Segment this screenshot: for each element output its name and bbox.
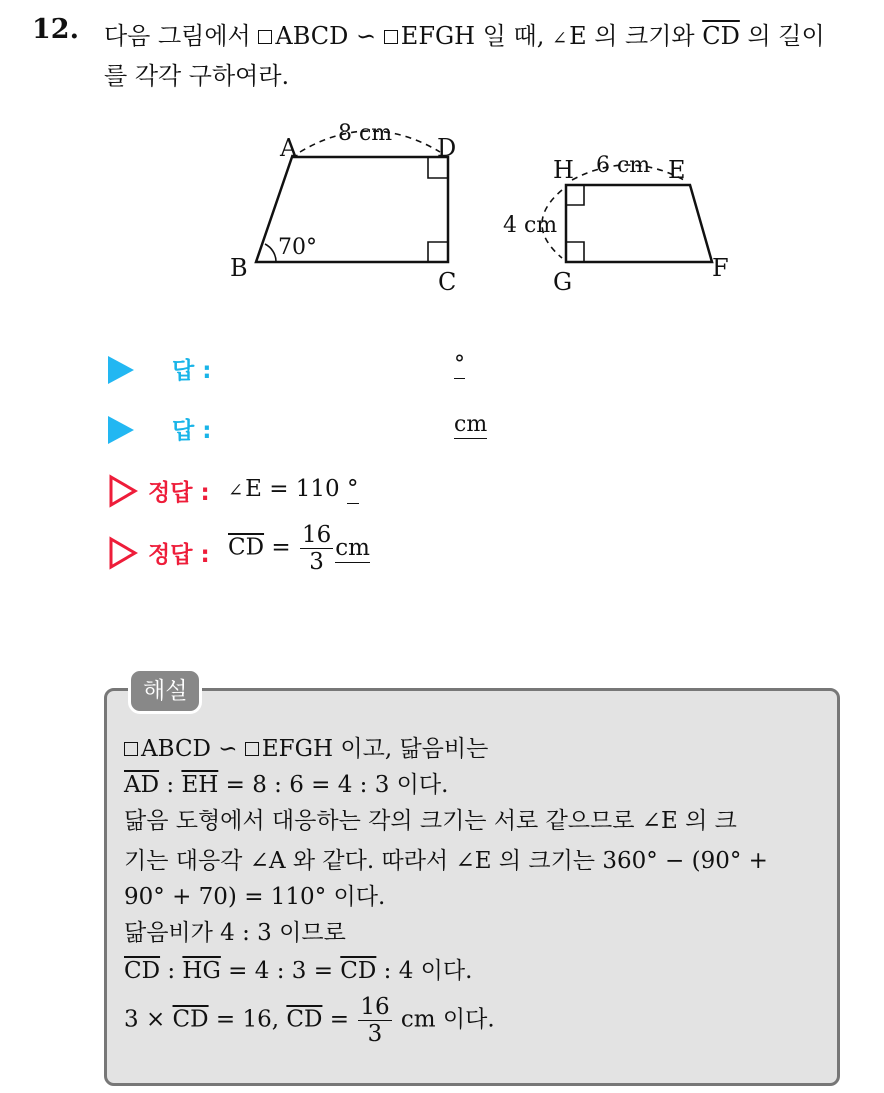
segment-cd: $\overline{CD}$ [172,1006,209,1033]
segment-cd: $\overline{CD}$ [228,534,265,561]
ratio-sign: : [160,958,183,984]
angle-icon: ∠ [228,480,244,501]
answer-label: 답 : [172,358,212,384]
fraction-denominator: 3 [309,549,324,575]
correct-answer-label: 정답 : [148,542,210,568]
question-text-mid2: 의 크기와 [586,22,703,50]
triangle-marker-icon [108,416,134,444]
answer-unit: cm [454,412,488,437]
equation: = [264,534,298,561]
correct-answer-label: 정답 : [148,480,210,506]
right-angle-mark-g [566,242,584,262]
angle-e: E [569,22,587,50]
solution-line-7 [124,952,472,985]
question-text-start: 다음 그림에서 [104,22,259,50]
right-angle-mark-c [428,242,448,262]
answer-unit: ° [454,352,465,377]
vertex-label-a: A [280,134,298,162]
segment-ad: $\overline{AD}$ [124,772,160,798]
similar-sign: ∽ [356,22,377,50]
fraction-numerator: 16 [360,994,390,1020]
length-label-ad: 8 cm [338,121,393,146]
solution-line-8 [124,994,495,1047]
correct-answer-value [228,522,370,575]
var-e: E [245,476,262,502]
vertex-label-g: G [553,268,573,296]
vertex-label-d: D [437,134,457,162]
segment-cd: $\overline{CD}$ [340,958,377,984]
solution-line-6: 닮음비가 4 : 3 이므로 [124,920,346,946]
quadrilateral-symbol [245,742,259,756]
segment-eh: $\overline{EH}$ [181,772,219,798]
answer-label: 답 : [172,418,212,444]
answer-row-1 [108,352,528,392]
question-number: 12. [32,14,79,45]
solution-text: 이고, 닮음비는 [333,736,489,762]
length-label-he: 6 cm [596,153,651,178]
vertex-label-h: H [553,156,574,184]
similar-sign: ∽ [218,736,238,762]
correct-answer-value [228,476,359,502]
angle-label-b: 70° [278,235,317,260]
solution-text: = [322,1006,357,1033]
solution-text: 3 × [124,1006,173,1033]
trapezoid-figure [0,0,884,320]
segment-cd: $\overline{CD}$ [702,22,740,50]
outlined-triangle-icon [108,474,138,508]
quad-abcd: ABCD [141,736,211,762]
unit-degree: ° [347,476,359,502]
unit-cm: cm [335,534,370,561]
quad-abcd: ABCD [275,22,349,50]
solution-text: = 8 : 6 = 4 : 3 이다. [218,772,449,798]
solution-text: : 4 이다. [376,958,473,984]
segment-cd: $\overline{CD}$ [286,1006,323,1033]
quad-efgh: EFGH [261,736,334,762]
question-line-2: 를 각각 구하여라. [104,62,290,90]
angle-icon: ∠ [551,28,568,49]
segment-cd: $\overline{CD}$ [124,958,161,984]
equation: = 110 [261,476,347,502]
angle-arc-b [265,244,276,262]
solution-line-5: 90° + 70) = 110° 이다. [124,884,386,910]
quad-efgh: EFGH [400,22,476,50]
fraction-numerator: 16 [301,522,332,548]
solution-line-1 [124,730,488,763]
solution-text: = 4 : 3 = [220,958,341,984]
trapezoid-hefg [566,185,712,262]
fraction-denominator: 3 [367,1021,383,1047]
solution-line-2 [124,766,448,799]
vertex-label-f: F [712,254,729,282]
right-angle-mark-h [566,185,584,205]
ratio-sign: : [159,772,182,798]
question-text-end: 의 길이 [739,22,825,50]
vertex-label-b: B [230,254,248,282]
correct-answer-row-2 [108,522,528,586]
segment-hg: $\overline{HG}$ [182,958,221,984]
fraction [358,994,391,1047]
correct-answer-row-1 [108,474,508,514]
solution-line-3: 닮음 도형에서 대응하는 각의 크기는 서로 같으므로 ∠E 의 크 [124,808,737,834]
quadrilateral-symbol [124,742,138,756]
answer-row-2 [108,412,528,452]
fraction [300,522,333,575]
vertex-label-c: C [438,268,457,296]
solution-tag: 해설 [128,668,202,714]
vertex-label-e: E [668,156,686,184]
solution-text: = 16, [208,1006,287,1033]
triangle-marker-icon [108,356,134,384]
solution-text: cm 이다. [393,1006,495,1033]
length-label-hg: 4 cm [503,213,558,238]
question-text-mid: 일 때, [475,22,552,50]
solution-line-4: 기는 대응각 ∠A 와 같다. 따라서 ∠E 의 크기는 360° − (90° + [124,848,768,874]
outlined-triangle-icon [108,536,138,570]
